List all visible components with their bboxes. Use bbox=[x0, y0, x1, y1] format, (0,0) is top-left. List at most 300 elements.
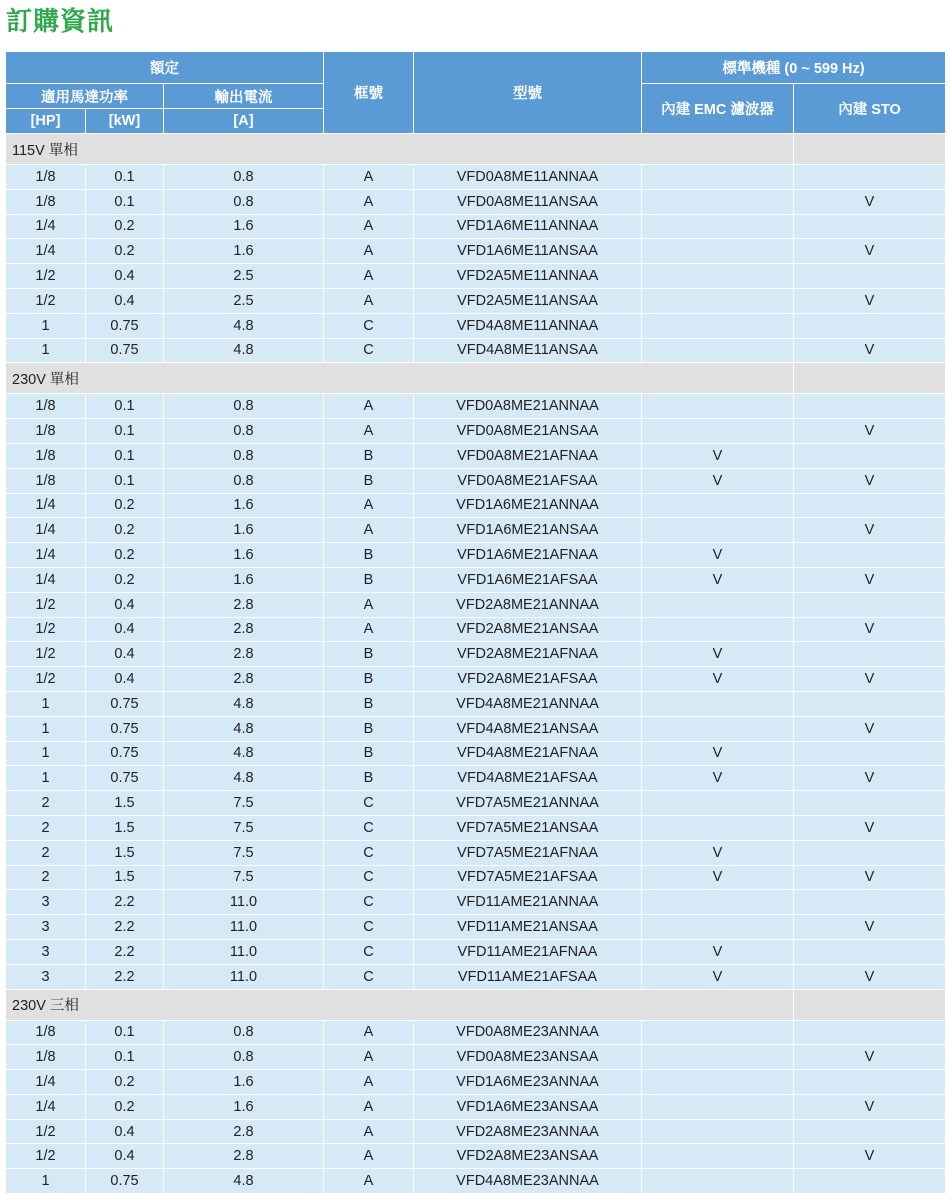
cell-kw: 0.1 bbox=[86, 394, 164, 419]
table-row bbox=[6, 939, 946, 964]
cell-sto: V bbox=[794, 338, 946, 363]
cell-emc bbox=[642, 419, 794, 444]
table-row bbox=[6, 716, 946, 741]
table-row bbox=[6, 394, 946, 419]
table-row bbox=[6, 791, 946, 816]
cell-emc bbox=[642, 815, 794, 840]
table-header bbox=[6, 52, 946, 134]
cell-current: 4.8 bbox=[164, 716, 324, 741]
cell-kw: 2.2 bbox=[86, 890, 164, 915]
cell-hp: 1/4 bbox=[6, 543, 86, 568]
cell-sto: V bbox=[794, 964, 946, 989]
cell-current: 2.5 bbox=[164, 264, 324, 289]
cell-hp: 1 bbox=[6, 313, 86, 338]
cell-current: 4.8 bbox=[164, 313, 324, 338]
cell-hp: 1/4 bbox=[6, 214, 86, 239]
cell-frame: A bbox=[324, 1070, 414, 1095]
table-body bbox=[6, 134, 946, 1194]
cell-model: VFD2A8ME21AFSAA bbox=[414, 667, 642, 692]
table-row bbox=[6, 815, 946, 840]
table-row bbox=[6, 165, 946, 190]
cell-emc bbox=[642, 189, 794, 214]
cell-emc bbox=[642, 338, 794, 363]
cell-kw: 0.1 bbox=[86, 189, 164, 214]
cell-kw: 0.2 bbox=[86, 567, 164, 592]
cell-sto bbox=[794, 493, 946, 518]
cell-kw: 1.5 bbox=[86, 791, 164, 816]
cell-model: VFD4A8ME21ANSAA bbox=[414, 716, 642, 741]
cell-hp: 2 bbox=[6, 815, 86, 840]
cell-current: 11.0 bbox=[164, 890, 324, 915]
table-row bbox=[6, 288, 946, 313]
group-row bbox=[6, 989, 946, 1020]
cell-model: VFD2A8ME21ANSAA bbox=[414, 617, 642, 642]
cell-hp: 1/8 bbox=[6, 468, 86, 493]
cell-frame: B bbox=[324, 716, 414, 741]
cell-model: VFD0A8ME23ANSAA bbox=[414, 1045, 642, 1070]
cell-emc: V bbox=[642, 443, 794, 468]
header-standard: 標準機種 (0 ~ 599 Hz) bbox=[642, 52, 946, 84]
cell-hp: 1/2 bbox=[6, 264, 86, 289]
cell-kw: 1.5 bbox=[86, 865, 164, 890]
cell-kw: 0.75 bbox=[86, 313, 164, 338]
cell-frame: C bbox=[324, 865, 414, 890]
cell-hp: 1/4 bbox=[6, 239, 86, 264]
group-spacer bbox=[794, 363, 946, 394]
cell-kw: 0.2 bbox=[86, 214, 164, 239]
cell-kw: 0.4 bbox=[86, 264, 164, 289]
cell-current: 2.8 bbox=[164, 1119, 324, 1144]
cell-model: VFD4A8ME21AFNAA bbox=[414, 741, 642, 766]
cell-frame: B bbox=[324, 543, 414, 568]
cell-kw: 0.1 bbox=[86, 419, 164, 444]
cell-sto bbox=[794, 840, 946, 865]
table-row bbox=[6, 493, 946, 518]
header-model: 型號 bbox=[414, 52, 642, 134]
cell-model: VFD2A8ME21ANNAA bbox=[414, 592, 642, 617]
cell-emc bbox=[642, 716, 794, 741]
cell-emc: V bbox=[642, 667, 794, 692]
table-row bbox=[6, 468, 946, 493]
cell-emc bbox=[642, 394, 794, 419]
cell-model: VFD7A5ME21ANNAA bbox=[414, 791, 642, 816]
table-row bbox=[6, 691, 946, 716]
cell-current: 4.8 bbox=[164, 1169, 324, 1194]
cell-emc: V bbox=[642, 741, 794, 766]
cell-model: VFD1A6ME23ANSAA bbox=[414, 1094, 642, 1119]
group-label: 230V 單相 bbox=[6, 363, 794, 394]
cell-emc: V bbox=[642, 468, 794, 493]
cell-frame: C bbox=[324, 338, 414, 363]
cell-frame: A bbox=[324, 1020, 414, 1045]
cell-model: VFD11AME21ANSAA bbox=[414, 915, 642, 940]
cell-current: 1.6 bbox=[164, 543, 324, 568]
cell-hp: 1/2 bbox=[6, 642, 86, 667]
cell-frame: A bbox=[324, 592, 414, 617]
table-row bbox=[6, 443, 946, 468]
cell-model: VFD0A8ME21ANSAA bbox=[414, 419, 642, 444]
cell-model: VFD11AME21ANNAA bbox=[414, 890, 642, 915]
cell-frame: C bbox=[324, 815, 414, 840]
cell-hp: 2 bbox=[6, 840, 86, 865]
cell-hp: 1/4 bbox=[6, 493, 86, 518]
cell-kw: 0.1 bbox=[86, 165, 164, 190]
cell-kw: 0.2 bbox=[86, 1094, 164, 1119]
cell-kw: 0.4 bbox=[86, 642, 164, 667]
table-row bbox=[6, 1094, 946, 1119]
cell-emc: V bbox=[642, 964, 794, 989]
cell-hp: 1/2 bbox=[6, 592, 86, 617]
cell-emc bbox=[642, 1070, 794, 1095]
header-kw-unit: [kW] bbox=[86, 109, 164, 134]
cell-hp: 1/4 bbox=[6, 1070, 86, 1095]
table-row bbox=[6, 1070, 946, 1095]
cell-emc: V bbox=[642, 642, 794, 667]
cell-hp: 1 bbox=[6, 716, 86, 741]
cell-kw: 0.4 bbox=[86, 288, 164, 313]
cell-kw: 0.2 bbox=[86, 1070, 164, 1095]
cell-frame: C bbox=[324, 840, 414, 865]
cell-kw: 0.1 bbox=[86, 443, 164, 468]
cell-sto: V bbox=[794, 617, 946, 642]
table-row bbox=[6, 567, 946, 592]
table-row bbox=[6, 592, 946, 617]
cell-current: 2.8 bbox=[164, 667, 324, 692]
cell-model: VFD1A6ME23ANNAA bbox=[414, 1070, 642, 1095]
cell-kw: 0.4 bbox=[86, 1119, 164, 1144]
cell-frame: B bbox=[324, 567, 414, 592]
cell-frame: A bbox=[324, 1169, 414, 1194]
cell-frame: C bbox=[324, 890, 414, 915]
cell-hp: 1/8 bbox=[6, 419, 86, 444]
cell-model: VFD7A5ME21ANSAA bbox=[414, 815, 642, 840]
cell-model: VFD4A8ME21ANNAA bbox=[414, 691, 642, 716]
cell-model: VFD1A6ME11ANSAA bbox=[414, 239, 642, 264]
cell-kw: 0.75 bbox=[86, 716, 164, 741]
table-row bbox=[6, 865, 946, 890]
cell-model: VFD0A8ME23ANNAA bbox=[414, 1020, 642, 1045]
cell-sto bbox=[794, 264, 946, 289]
cell-kw: 1.5 bbox=[86, 840, 164, 865]
header-motor-power: 適用馬達功率 bbox=[6, 84, 164, 109]
cell-emc bbox=[642, 493, 794, 518]
cell-hp: 1/8 bbox=[6, 165, 86, 190]
cell-model: VFD2A5ME11ANNAA bbox=[414, 264, 642, 289]
cell-current: 11.0 bbox=[164, 939, 324, 964]
cell-current: 4.8 bbox=[164, 741, 324, 766]
cell-sto: V bbox=[794, 239, 946, 264]
cell-kw: 0.4 bbox=[86, 617, 164, 642]
cell-current: 0.8 bbox=[164, 1020, 324, 1045]
cell-kw: 0.75 bbox=[86, 1169, 164, 1194]
table-row bbox=[6, 741, 946, 766]
table-row bbox=[6, 1169, 946, 1194]
cell-emc bbox=[642, 890, 794, 915]
cell-kw: 0.2 bbox=[86, 543, 164, 568]
table-row bbox=[6, 1144, 946, 1169]
cell-current: 1.6 bbox=[164, 239, 324, 264]
cell-model: VFD11AME21AFSAA bbox=[414, 964, 642, 989]
cell-current: 4.8 bbox=[164, 691, 324, 716]
group-label: 115V 單相 bbox=[6, 134, 794, 165]
cell-current: 11.0 bbox=[164, 964, 324, 989]
cell-current: 4.8 bbox=[164, 338, 324, 363]
cell-model: VFD0A8ME21AFNAA bbox=[414, 443, 642, 468]
cell-hp: 1/2 bbox=[6, 667, 86, 692]
cell-frame: A bbox=[324, 214, 414, 239]
cell-sto: V bbox=[794, 815, 946, 840]
cell-model: VFD2A8ME23ANNAA bbox=[414, 1119, 642, 1144]
cell-emc bbox=[642, 165, 794, 190]
cell-emc bbox=[642, 1020, 794, 1045]
cell-current: 7.5 bbox=[164, 791, 324, 816]
table-row bbox=[6, 189, 946, 214]
cell-frame: B bbox=[324, 468, 414, 493]
table-row bbox=[6, 264, 946, 289]
header-a-unit: [A] bbox=[164, 109, 324, 134]
cell-kw: 0.4 bbox=[86, 667, 164, 692]
cell-frame: A bbox=[324, 264, 414, 289]
cell-sto: V bbox=[794, 865, 946, 890]
cell-sto bbox=[794, 1169, 946, 1194]
cell-hp: 1/8 bbox=[6, 1020, 86, 1045]
cell-emc: V bbox=[642, 939, 794, 964]
cell-sto: V bbox=[794, 766, 946, 791]
cell-sto bbox=[794, 443, 946, 468]
cell-frame: A bbox=[324, 1144, 414, 1169]
table-row bbox=[6, 543, 946, 568]
table-row bbox=[6, 313, 946, 338]
cell-sto bbox=[794, 1020, 946, 1045]
table-row bbox=[6, 766, 946, 791]
table-row bbox=[6, 1119, 946, 1144]
cell-current: 11.0 bbox=[164, 915, 324, 940]
cell-model: VFD4A8ME21AFSAA bbox=[414, 766, 642, 791]
cell-sto: V bbox=[794, 1144, 946, 1169]
cell-current: 2.8 bbox=[164, 642, 324, 667]
cell-hp: 3 bbox=[6, 890, 86, 915]
cell-hp: 1/2 bbox=[6, 288, 86, 313]
cell-current: 0.8 bbox=[164, 189, 324, 214]
cell-hp: 1/2 bbox=[6, 1144, 86, 1169]
cell-sto: V bbox=[794, 667, 946, 692]
cell-current: 1.6 bbox=[164, 1094, 324, 1119]
header-output-current: 輸出電流 bbox=[164, 84, 324, 109]
cell-kw: 0.4 bbox=[86, 592, 164, 617]
cell-hp: 1 bbox=[6, 1169, 86, 1194]
cell-sto bbox=[794, 1070, 946, 1095]
cell-model: VFD4A8ME11ANNAA bbox=[414, 313, 642, 338]
cell-model: VFD0A8ME11ANSAA bbox=[414, 189, 642, 214]
cell-emc: V bbox=[642, 840, 794, 865]
cell-frame: C bbox=[324, 939, 414, 964]
cell-sto: V bbox=[794, 468, 946, 493]
cell-sto bbox=[794, 741, 946, 766]
cell-current: 1.6 bbox=[164, 493, 324, 518]
cell-sto: V bbox=[794, 716, 946, 741]
cell-frame: A bbox=[324, 1045, 414, 1070]
cell-hp: 1/8 bbox=[6, 443, 86, 468]
table-row bbox=[6, 338, 946, 363]
table-row bbox=[6, 419, 946, 444]
cell-current: 1.6 bbox=[164, 1070, 324, 1095]
cell-hp: 2 bbox=[6, 865, 86, 890]
cell-emc: V bbox=[642, 543, 794, 568]
cell-frame: C bbox=[324, 915, 414, 940]
cell-current: 0.8 bbox=[164, 468, 324, 493]
cell-emc bbox=[642, 691, 794, 716]
cell-hp: 1/8 bbox=[6, 1045, 86, 1070]
cell-current: 0.8 bbox=[164, 1045, 324, 1070]
cell-sto bbox=[794, 592, 946, 617]
cell-sto bbox=[794, 691, 946, 716]
cell-sto: V bbox=[794, 288, 946, 313]
cell-current: 2.8 bbox=[164, 1144, 324, 1169]
cell-hp: 1/8 bbox=[6, 189, 86, 214]
cell-frame: A bbox=[324, 518, 414, 543]
cell-kw: 0.75 bbox=[86, 741, 164, 766]
cell-kw: 1.5 bbox=[86, 815, 164, 840]
cell-sto: V bbox=[794, 518, 946, 543]
cell-kw: 0.1 bbox=[86, 1045, 164, 1070]
cell-emc bbox=[642, 617, 794, 642]
cell-current: 7.5 bbox=[164, 865, 324, 890]
cell-kw: 2.2 bbox=[86, 964, 164, 989]
cell-current: 2.8 bbox=[164, 592, 324, 617]
cell-sto bbox=[794, 543, 946, 568]
cell-emc: V bbox=[642, 766, 794, 791]
page-title: 訂購資訊 bbox=[6, 7, 115, 37]
cell-frame: A bbox=[324, 493, 414, 518]
cell-sto bbox=[794, 394, 946, 419]
cell-current: 1.6 bbox=[164, 567, 324, 592]
cell-model: VFD11AME21AFNAA bbox=[414, 939, 642, 964]
cell-frame: B bbox=[324, 766, 414, 791]
cell-hp: 1 bbox=[6, 741, 86, 766]
cell-sto bbox=[794, 890, 946, 915]
cell-current: 0.8 bbox=[164, 165, 324, 190]
header-sto: 內建 STO bbox=[794, 84, 946, 134]
cell-frame: A bbox=[324, 1094, 414, 1119]
cell-current: 0.8 bbox=[164, 419, 324, 444]
cell-frame: B bbox=[324, 642, 414, 667]
cell-frame: A bbox=[324, 288, 414, 313]
table-row bbox=[6, 890, 946, 915]
cell-hp: 1/4 bbox=[6, 1094, 86, 1119]
cell-sto bbox=[794, 642, 946, 667]
group-row bbox=[6, 134, 946, 165]
cell-emc bbox=[642, 1045, 794, 1070]
cell-hp: 1/4 bbox=[6, 567, 86, 592]
cell-hp: 3 bbox=[6, 939, 86, 964]
cell-kw: 2.2 bbox=[86, 915, 164, 940]
cell-model: VFD2A5ME11ANSAA bbox=[414, 288, 642, 313]
cell-hp: 3 bbox=[6, 964, 86, 989]
cell-frame: C bbox=[324, 313, 414, 338]
table-row bbox=[6, 1020, 946, 1045]
cell-emc bbox=[642, 264, 794, 289]
cell-frame: A bbox=[324, 239, 414, 264]
cell-emc bbox=[642, 313, 794, 338]
cell-hp: 1 bbox=[6, 766, 86, 791]
cell-frame: B bbox=[324, 443, 414, 468]
cell-model: VFD1A6ME21AFNAA bbox=[414, 543, 642, 568]
table-row bbox=[6, 518, 946, 543]
cell-sto: V bbox=[794, 567, 946, 592]
cell-hp: 1/8 bbox=[6, 394, 86, 419]
cell-model: VFD7A5ME21AFNAA bbox=[414, 840, 642, 865]
cell-emc bbox=[642, 288, 794, 313]
cell-kw: 0.2 bbox=[86, 493, 164, 518]
header-rating: 額定 bbox=[6, 52, 324, 84]
cell-current: 7.5 bbox=[164, 815, 324, 840]
cell-kw: 0.4 bbox=[86, 1144, 164, 1169]
cell-model: VFD0A8ME11ANNAA bbox=[414, 165, 642, 190]
cell-model: VFD7A5ME21AFSAA bbox=[414, 865, 642, 890]
cell-sto bbox=[794, 939, 946, 964]
table-row bbox=[6, 1045, 946, 1070]
cell-frame: A bbox=[324, 419, 414, 444]
cell-emc bbox=[642, 791, 794, 816]
cell-emc bbox=[642, 518, 794, 543]
cell-model: VFD1A6ME11ANNAA bbox=[414, 214, 642, 239]
cell-hp: 1/2 bbox=[6, 1119, 86, 1144]
cell-hp: 2 bbox=[6, 791, 86, 816]
cell-kw: 0.1 bbox=[86, 1020, 164, 1045]
cell-kw: 0.75 bbox=[86, 691, 164, 716]
cell-current: 0.8 bbox=[164, 443, 324, 468]
cell-hp: 1/2 bbox=[6, 617, 86, 642]
table-row bbox=[6, 239, 946, 264]
cell-sto: V bbox=[794, 1045, 946, 1070]
cell-current: 1.6 bbox=[164, 214, 324, 239]
cell-emc bbox=[642, 1144, 794, 1169]
header-emc: 內建 EMC 濾波器 bbox=[642, 84, 794, 134]
cell-sto bbox=[794, 165, 946, 190]
cell-model: VFD1A6ME21AFSAA bbox=[414, 567, 642, 592]
group-spacer bbox=[794, 134, 946, 165]
cell-sto: V bbox=[794, 1094, 946, 1119]
cell-frame: A bbox=[324, 1119, 414, 1144]
cell-model: VFD4A8ME23ANNAA bbox=[414, 1169, 642, 1194]
cell-emc bbox=[642, 1094, 794, 1119]
table-row bbox=[6, 964, 946, 989]
cell-emc: V bbox=[642, 865, 794, 890]
cell-current: 4.8 bbox=[164, 766, 324, 791]
cell-emc bbox=[642, 592, 794, 617]
cell-sto: V bbox=[794, 419, 946, 444]
cell-sto bbox=[794, 313, 946, 338]
cell-frame: B bbox=[324, 667, 414, 692]
table-row bbox=[6, 840, 946, 865]
table-row bbox=[6, 617, 946, 642]
cell-sto bbox=[794, 791, 946, 816]
cell-frame: C bbox=[324, 791, 414, 816]
header-frame: 框號 bbox=[324, 52, 414, 134]
cell-frame: B bbox=[324, 691, 414, 716]
cell-sto bbox=[794, 214, 946, 239]
cell-kw: 0.2 bbox=[86, 518, 164, 543]
cell-frame: C bbox=[324, 964, 414, 989]
cell-model: VFD2A8ME21AFNAA bbox=[414, 642, 642, 667]
cell-hp: 1 bbox=[6, 338, 86, 363]
cell-model: VFD1A6ME21ANNAA bbox=[414, 493, 642, 518]
cell-current: 2.8 bbox=[164, 617, 324, 642]
table-row bbox=[6, 915, 946, 940]
cell-current: 2.5 bbox=[164, 288, 324, 313]
cell-sto: V bbox=[794, 915, 946, 940]
cell-kw: 0.75 bbox=[86, 766, 164, 791]
